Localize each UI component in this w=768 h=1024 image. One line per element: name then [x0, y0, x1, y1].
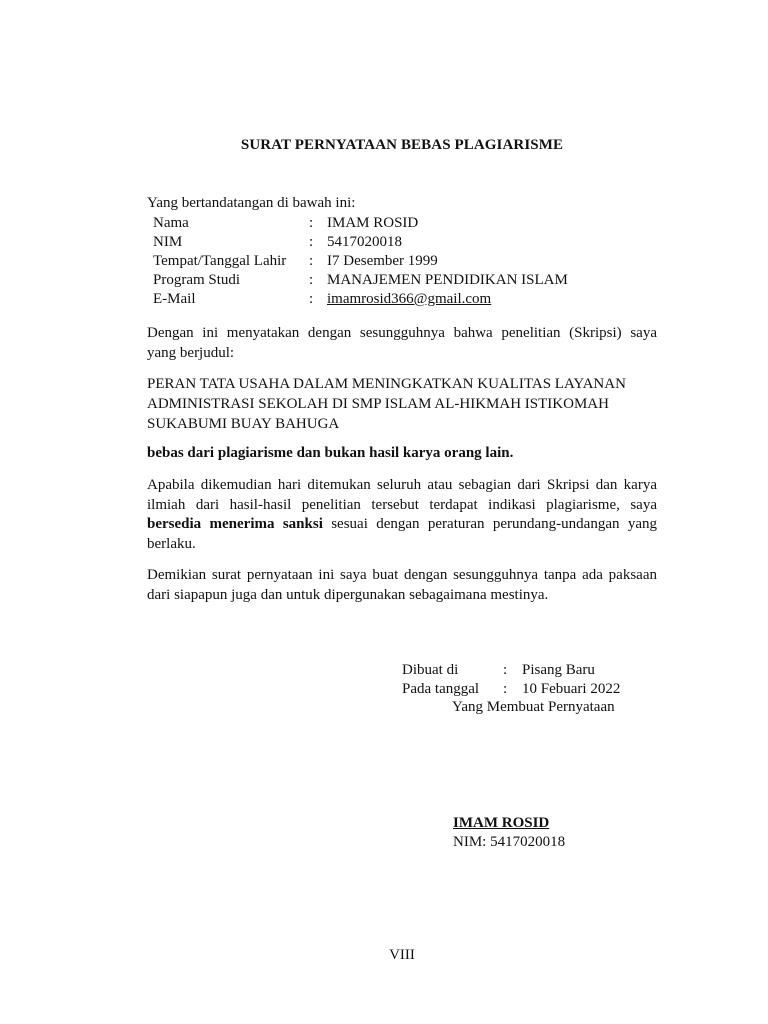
identity-colon: : — [309, 291, 314, 307]
place-colon: : — [503, 662, 508, 678]
sanction-bold-text: bersedia menerima sanksi — [147, 516, 323, 532]
identity-label: E-Mail — [153, 291, 196, 307]
date-row — [402, 680, 620, 699]
thesis-title-line: ADMINISTRASI SEKOLAH DI SMP ISLAM AL-HIKMAH ISTIKOMAH — [147, 396, 609, 412]
thesis-title — [147, 374, 667, 434]
identity-value: I7 Desember 1999 — [327, 253, 438, 269]
identity-colon: : — [309, 253, 314, 269]
identity-row-nim — [153, 233, 568, 252]
identity-colon: : — [309, 272, 314, 288]
sanction-line: Apabila dikemudian hari ditemukan seluruh atau sebagian dari Skripsi dan karya — [147, 477, 657, 493]
free-statement: bebas dari plagiarisme dan bukan hasil karya orang lain. — [147, 445, 514, 461]
sanction-line — [147, 515, 657, 535]
thesis-title-line: PERAN TATA USAHA DALAM MENINGKATKAN KUALITAS LAYANAN — [147, 376, 626, 392]
identity-label: Program Studi — [153, 272, 241, 288]
signature-place-date — [402, 661, 620, 699]
place-row — [402, 661, 620, 680]
identity-value: MANAJEMEN PENDIDIKAN ISLAM — [327, 272, 568, 288]
sanction-paragraph — [147, 476, 657, 554]
identity-row-birth — [153, 252, 568, 271]
statement-line: Dengan ini menyatakan dengan sesungguhnya bahwa penelitian (Skripsi) saya — [147, 325, 657, 341]
identity-colon: : — [309, 234, 314, 250]
closing-paragraph — [147, 566, 657, 605]
sanction-line: berlaku. — [147, 535, 196, 552]
identity-table — [153, 214, 568, 309]
closing-line: Demikian surat pernyataan ini saya buat dengan sesungguhnya tanpa ada paksaan — [147, 567, 657, 583]
place-value: Pisang Baru — [522, 662, 595, 678]
identity-label: Nama — [153, 215, 189, 231]
statement-line: yang berjudul: — [147, 344, 235, 361]
document-title: SURAT PERNYATAAN BEBAS PLAGIARISME — [240, 137, 564, 153]
statement-paragraph — [147, 324, 657, 363]
intro-text: Yang bertandatangan di bawah ini: — [147, 195, 356, 211]
maker-label: Yang Membuat Pernyataan — [452, 699, 615, 715]
sanction-line-rest: sesuai dengan peraturan perundang-undangan yang — [322, 516, 657, 532]
thesis-title-line: SUKABUMI BUAY BAHUGA — [147, 416, 340, 432]
signer-nim: NIM: 5417020018 — [453, 834, 566, 850]
signer-name: IMAM ROSID — [453, 815, 550, 831]
closing-line: dari siapapun juga dan untuk dipergunakan sebagaimana mestinya. — [147, 586, 549, 603]
identity-label: NIM — [153, 234, 183, 250]
page-number: VIII — [389, 947, 415, 963]
identity-row-email — [153, 290, 568, 309]
identity-colon: : — [309, 215, 314, 231]
place-label: Dibuat di — [402, 662, 459, 678]
identity-row-program — [153, 271, 568, 290]
identity-value: 5417020018 — [327, 234, 402, 250]
date-value: 10 Febuari 2022 — [522, 681, 621, 697]
identity-value: IMAM ROSID — [327, 215, 419, 231]
identity-label: Tempat/Tanggal Lahir — [153, 253, 287, 269]
identity-row-name — [153, 214, 568, 233]
sanction-line: ilmiah dari hasil-hasil penelitian tersebut terdapat indikasi plagiarisme, saya — [147, 496, 657, 513]
date-label: Pada tanggal — [402, 681, 480, 697]
email-link[interactable]: imamrosid366@gmail.com — [327, 291, 492, 307]
date-colon: : — [503, 681, 508, 697]
